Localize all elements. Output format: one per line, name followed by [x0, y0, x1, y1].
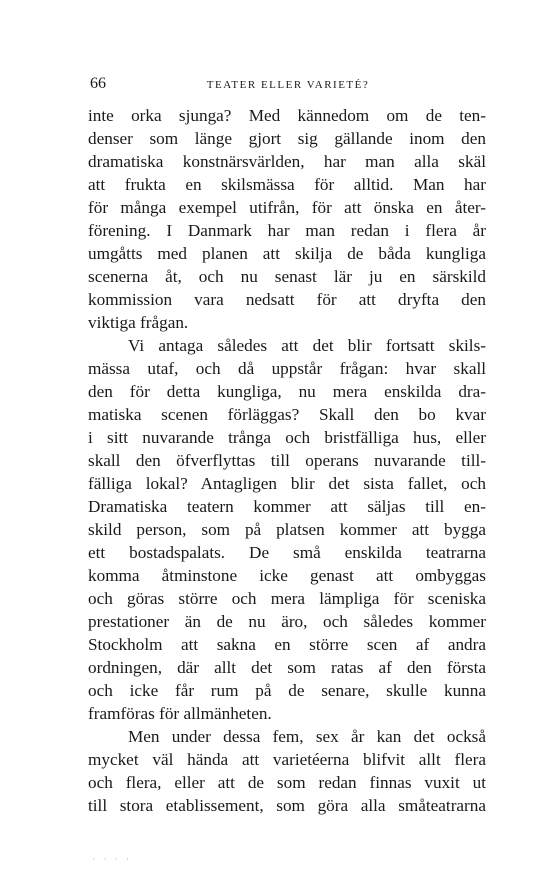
text-line: skall den öfverflyttas till operans nuvarande till- [88, 451, 486, 470]
running-title: TEATER ELLER VARIETÉ? [206, 79, 370, 91]
text-line: Vi antaga således att det blir fortsatt skils- [128, 336, 486, 355]
text-line: att frukta en skilsmässa för alltid. Man har [88, 175, 486, 194]
text-line: viktiga frågan. [88, 313, 189, 332]
text-line: ett bostadspalats. De små enskilda teatrarna [88, 543, 486, 562]
text-line: prestationer än de nu äro, och således kommer [88, 612, 486, 631]
text-line: och göras större och mera lämpliga för sceniska [88, 589, 486, 608]
text-line: inte orka sjunga? Med kännedom om de ten- [88, 106, 486, 125]
text-line: framföras för allmänheten. [88, 704, 272, 723]
text-line: och icke får rum på de senare, skulle kunna [88, 681, 486, 700]
text-line: mycket väl hända att varietéerna blifvit allt flera [88, 750, 486, 769]
text-line: förening. I Danmark har man redan i flera år [88, 221, 486, 240]
text-line: ordningen, där allt det som ratas af den första [88, 658, 486, 677]
text-line: Men under dessa fem, sex år kan det också [128, 727, 486, 746]
text-line: för många exempel utifrån, för att önska en åter- [88, 198, 486, 217]
body-text [88, 104, 486, 817]
text-line: matiska scenen förläggas? Skall den bo kvar [88, 405, 486, 424]
text-line: scenerna åt, och nu senast lär ju en särskild [88, 267, 486, 286]
text-line: Stockholm att sakna en större scen af andra [88, 635, 486, 654]
text-line: Dramatiska teatern kommer att säljas till en- [88, 497, 486, 516]
text-line: umgåtts med planen att skilja de båda kungliga [88, 244, 486, 263]
page-number: 66 [90, 75, 106, 92]
text-line: och flera, eller att de som redan finnas vuxit ut [88, 773, 486, 792]
text-line: mässa utaf, och då uppstår frågan: hvar skall [88, 359, 486, 378]
text-line: komma åtminstone icke genast att ombyggas [88, 566, 486, 585]
paragraph [88, 725, 486, 817]
text-line: den för detta kungliga, nu mera enskilda dra- [88, 382, 486, 401]
text-line: kommission vara nedsatt för att dryfta den [88, 290, 486, 309]
paragraph [88, 104, 486, 334]
page-header [90, 74, 486, 96]
text-line: denser som länge gjort sig gällande inom den [88, 129, 486, 148]
text-line: dramatiska konstnärsvärlden, har man alla skäl [88, 152, 486, 171]
text-line: skild person, som på platsen kommer att bygga [88, 520, 486, 539]
text-line: till stora etablissement, som göra alla småteatrarna [88, 796, 486, 815]
print-specks: · · · · [92, 856, 132, 863]
text-line: i sitt nuvarande trånga och bristfälliga hus, eller [88, 428, 486, 447]
paragraph [88, 334, 486, 725]
text-line: fälliga lokal? Antagligen blir det sista fallet, och [88, 474, 486, 493]
